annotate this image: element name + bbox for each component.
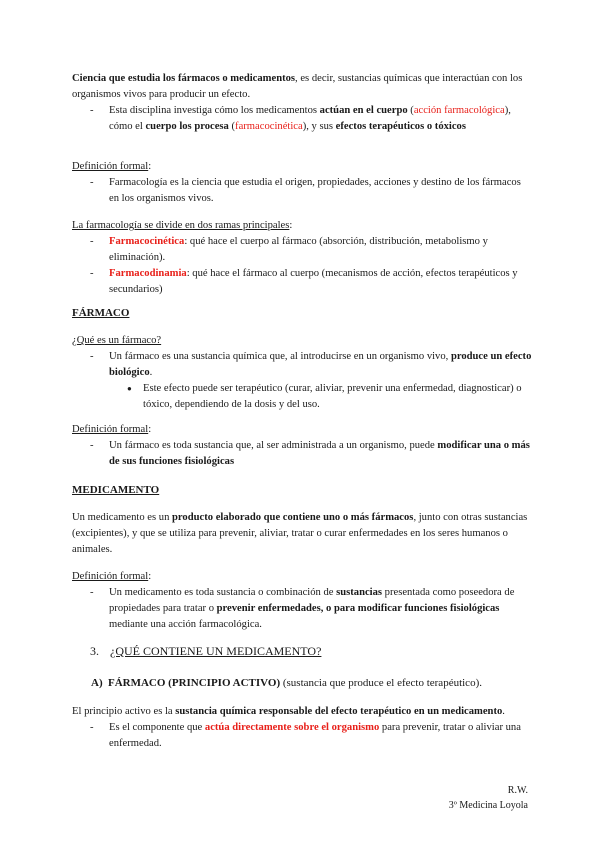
subsection-title: FÁRMACO (PRINCIPIO ACTIVO): [108, 677, 281, 689]
footer-course: 3º Medicina Loyola: [448, 800, 528, 811]
text-run: presentada como poseedora de propiedades para tratar o: [109, 587, 515, 614]
footer-author: R.W.: [507, 785, 528, 796]
farmaco-question: ¿Qué es un fármaco?: [72, 335, 162, 346]
principio-block: [72, 704, 532, 752]
definition-heading: [72, 569, 532, 585]
intro-lead-bold: Ciencia que estudia los fármacos o medicamentos: [72, 73, 296, 84]
bold-run: producto elaborado que contiene uno o más fármacos: [172, 512, 414, 523]
text-run: mediante una acción farmacológica.: [109, 619, 262, 630]
definition-heading: [72, 422, 532, 438]
text-run: ), y sus: [302, 121, 336, 132]
farmaco-section: [72, 305, 532, 321]
farmaco-bullets: [72, 349, 532, 413]
text-run: , junto con otras sustancias (excipientes), y que se utiliza para prevenir, aliviar, tratar o curar enfermedades en los seres humanos o animales.: [72, 512, 528, 555]
bold-run: cuerpo los procesa: [145, 121, 229, 132]
section-number: 3.: [90, 644, 99, 658]
branch-text: : qué hace el fármaco al cuerpo (mecanismos de acción, efectos terapéuticos y secundarios): [109, 268, 518, 295]
intro-bullets: [72, 103, 532, 135]
bold-run: modificar una o más de sus funciones fisiológicas: [109, 440, 530, 467]
branch-item-farmacodinamia: [72, 266, 532, 298]
bold-run: sustancias: [336, 587, 383, 598]
definition-bullets: [72, 175, 532, 207]
branch-item-farmacocinetica: [72, 234, 532, 266]
farmaco-bullet: [72, 349, 532, 381]
section-title: ¿QUÉ CONTIENE UN MEDICAMENTO?: [110, 644, 322, 658]
heading-text: Definición formal: [72, 571, 149, 582]
bold-run: produce un efecto biológico: [109, 351, 532, 378]
definition-bullet: [72, 438, 532, 470]
section3a-heading: [72, 675, 532, 691]
medicamento-paragraph: [72, 510, 532, 558]
definition-block: [72, 159, 532, 207]
colon: :: [148, 571, 152, 582]
farmaco-question-block: [72, 333, 532, 413]
definition-bullets: [72, 585, 532, 633]
intro-paragraph: [72, 71, 532, 103]
red-run: acción farmacológica: [413, 105, 505, 116]
text-run: El principio activo es la: [72, 706, 176, 717]
branches-list: [72, 234, 532, 298]
bold-run: actúan en el cuerpo: [319, 105, 408, 116]
section3a-heading-block: [72, 675, 532, 691]
heading-text: Definición formal: [72, 161, 149, 172]
text-run: .: [502, 706, 505, 717]
colon: :: [148, 161, 152, 172]
definition-bullet: [72, 585, 532, 633]
text-run: Un fármaco es una sustancia química que, al introducirse en un organismo vivo,: [109, 351, 451, 362]
definition-heading: [72, 159, 532, 175]
branches-heading: [72, 218, 532, 234]
colon: :: [148, 424, 152, 435]
branch-term: Farmacodinamia: [109, 268, 187, 279]
text-run: para prevenir, tratar o aliviar una enfermedad.: [109, 722, 521, 749]
section3-heading: [72, 643, 532, 659]
page-footer: [449, 783, 528, 813]
intro-block: [72, 71, 532, 135]
text-run: Un medicamento es toda sustancia o combinación de: [109, 587, 337, 598]
section3-heading-block: [72, 643, 532, 659]
principio-paragraph: [72, 704, 532, 720]
medicamento-definition-block: [72, 569, 532, 633]
branches-block: [72, 218, 532, 298]
branch-term: Farmacocinética: [109, 236, 185, 247]
medicamento-title: MEDICAMENTO: [72, 484, 160, 496]
farmaco-definition-block: [72, 422, 532, 470]
bold-run: efectos terapéuticos o tóxicos: [335, 121, 466, 132]
text-run: Esta disciplina investiga cómo los medicamentos: [109, 105, 320, 116]
definition-bullets: [72, 438, 532, 470]
heading-text: La farmacología se divide en dos ramas principales: [72, 220, 290, 231]
intro-bullet: [72, 103, 532, 135]
text-run: .: [149, 367, 153, 378]
bold-run: prevenir enfermedades, o para modificar funciones fisiológicas: [216, 603, 500, 614]
medicamento-paragraph-block: [72, 510, 532, 558]
text-run: Es el componente que: [109, 722, 205, 733]
intro-lead-text: , es decir, sustancias químicas que interactúan con los organismos vivos para producir un efecto.: [72, 73, 523, 100]
principio-bullet: [72, 720, 532, 752]
text-run: Un fármaco es toda sustancia que, al ser administrada a un organismo, puede: [109, 440, 438, 451]
text-run: Un medicamento es un: [72, 512, 173, 523]
text-run: (: [407, 105, 414, 116]
heading-text: Definición formal: [72, 424, 149, 435]
subsection-label: A): [91, 677, 103, 689]
text-run: (: [228, 121, 236, 132]
medicamento-section: [72, 482, 532, 498]
red-run: farmacocinética: [235, 121, 303, 132]
farmaco-subbullet: ● Este efecto puede ser terapéutico (curar, aliviar, prevenir una enfermedad, diagnosticar) o tóxico, dependiendo de la dosis y del uso.: [72, 381, 532, 413]
definition-bullet: - Farmacología es la ciencia que estudia el origen, propiedades, acciones y destino de los fármacos en los organismos vivos.: [72, 175, 532, 207]
subsection-note: (sustancia que produce el efecto terapéutico).: [280, 677, 482, 689]
farmaco-title: FÁRMACO: [72, 307, 130, 319]
colon: :: [289, 220, 293, 231]
text-run: ), cómo el: [109, 105, 511, 132]
principio-bullets: [72, 720, 532, 752]
branch-text: : qué hace el cuerpo al fármaco (absorción, distribución, metabolismo y eliminación).: [109, 236, 488, 263]
bold-run: sustancia química responsable del efecto terapéutico en un medicamento: [175, 706, 503, 717]
red-bold-run: actúa directamente sobre el organismo: [204, 722, 380, 733]
